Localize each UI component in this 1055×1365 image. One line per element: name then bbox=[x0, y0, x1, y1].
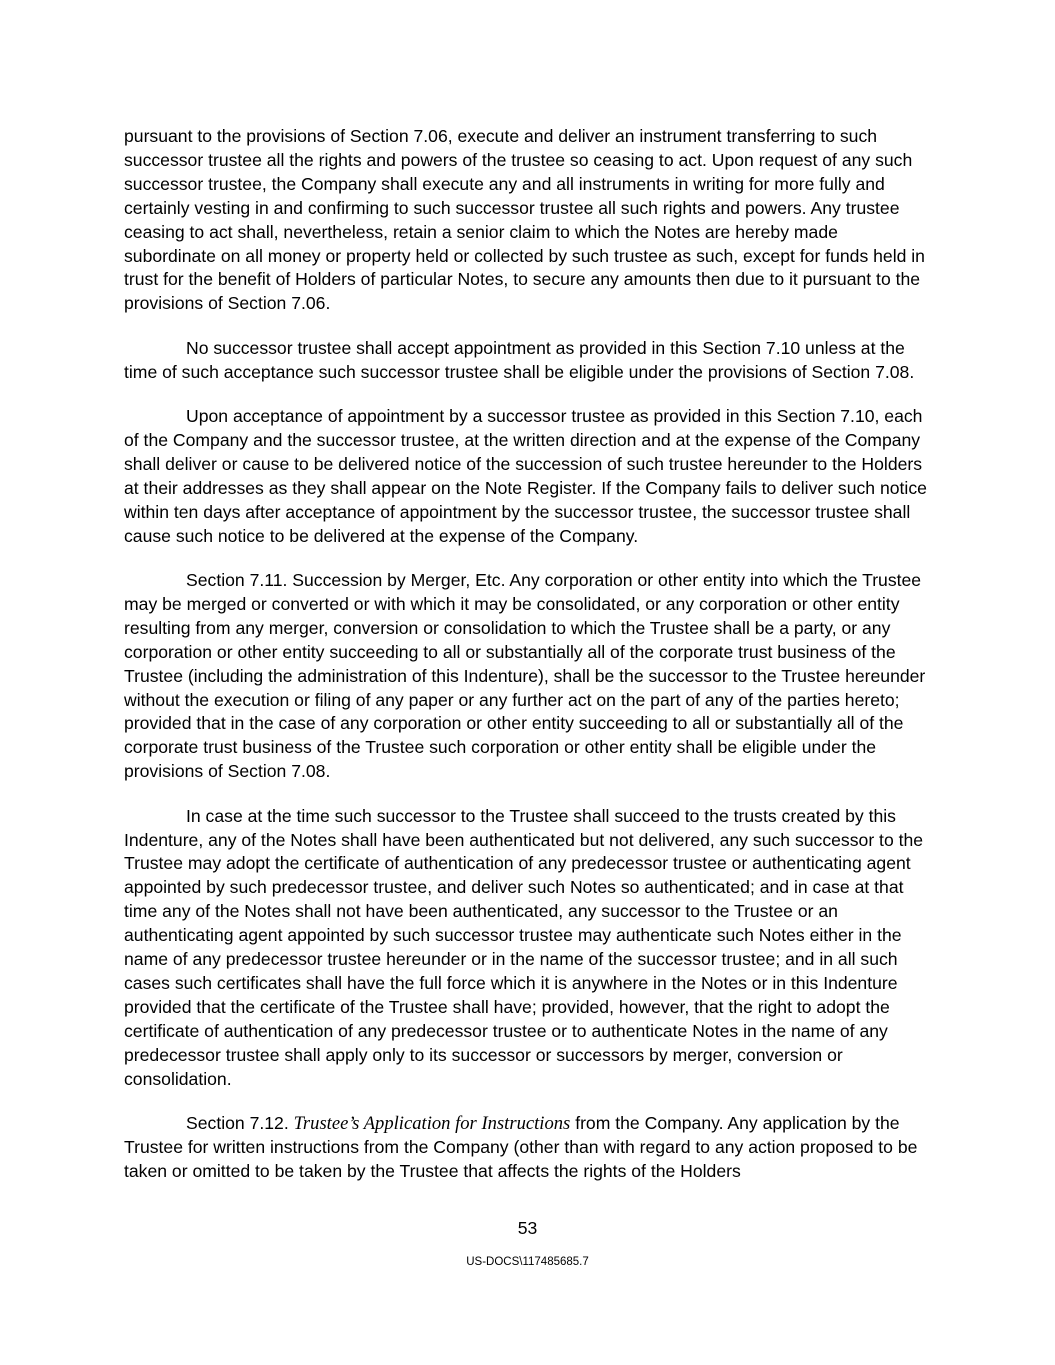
section-number: Section 7.12. bbox=[186, 1113, 289, 1134]
paragraph-continuation: pursuant to the provisions of Section 7.06, execute and deliver an instrument transferring to such successor trustee all the rights and powers of the trustee so ceasing to act. Upon request of any such successor trustee, the Company shall execute any and all instruments in writing for more fully and certainly vesting in and confirming to such successor trustee all such rights and powers. Any trustee ceasing to act shall, nevertheless, retain a senior claim to which the Notes are hereby made subordinate on all money or property held or collected by such trustee as such, except for funds held in trust for the benefit of Holders of particular Notes, to secure any amounts then due to it pursuant to the provisions of Section 7.06. bbox=[124, 126, 925, 314]
section-heading-italic: Trustee’s Application for Instructions bbox=[293, 1113, 571, 1135]
section-text: from the Company. Any application by the Trustee for written instructions from the Company (other than with regard to any action proposed to be taken or omitted to be taken by the Trustee that affects the rights of the Holders bbox=[124, 1113, 918, 1181]
paragraph-notice-of-succession: Upon acceptance of appointment by a successor trustee as provided in this Section 7.10, each of the Company and the successor trustee, at the written direction and at the expense of the Company shall deliver or cause to be delivered notice of the succession of such trustee hereunder to the Holders at their addresses as they shall appear on the Note Register. If the Company fails to deliver such notice within ten days after acceptance of appointment by the successor trustee, the successor trustee shall cause such notice to be delivered at the expense of the Company. bbox=[124, 406, 927, 546]
document-body bbox=[124, 125, 932, 1204]
paragraph-successor-eligibility: No successor trustee shall accept appointment as provided in this Section 7.10 unless at the time of such acceptance such successor trustee shall be eligible under the provisions of Section 7.08. bbox=[124, 337, 915, 382]
page-number: 53 bbox=[517, 1218, 538, 1238]
document-id: US-DOCS\117485685.7 bbox=[466, 1256, 589, 1268]
paragraph-authentication: In case at the time such successor to the Trustee shall succeed to the trusts created by this Indenture, any of the Notes shall have been authenticated but not delivered, any such successor to the Trustee may adopt the certificate of authentication of any predecessor trustee or authenticating agent appointed by such predecessor trustee, and deliver such Notes so authenticated; and in case at that time any of the Notes shall not have been authenticated, any successor to the Trustee or an authenticating agent appointed by such successor trustee may authenticate such Notes either in the name of any predecessor trustee hereunder or in the name of the successor trustee; and in all such cases such certificates shall have the full force which it is anywhere in the Notes or in this Indenture provided that the certificate of the Trustee shall have; provided, however, that the right to adopt the certificate of authentication of any predecessor trustee or to authenticate Notes in the name of any predecessor trustee shall apply only to its successor or successors by merger, conversion or consolidation. bbox=[124, 805, 924, 1089]
paragraph-section-7-11: Section 7.11. Succession by Merger, Etc. Any corporation or other entity into which the Trustee may be merged or converted or with which it may be consolidated, or any corporation or other entity resulting from any merger, conversion or consolidation to which the Trustee shall be a party, or any corporation or other entity succeeding to all or substantially all of the corporate trust business of the Trustee (including the administration of this Indenture), shall be the successor to the Trustee hereunder without the execution or filing of any paper or any further act on the part of any of the parties hereto; provided that in the case of any corporation or other entity succeeding to all or substantially all of the corporate trust business of the Trustee such corporation or other entity shall be eligible under the provisions of Section 7.08. bbox=[124, 570, 926, 782]
paragraph-section-7-12 bbox=[124, 1112, 932, 1184]
